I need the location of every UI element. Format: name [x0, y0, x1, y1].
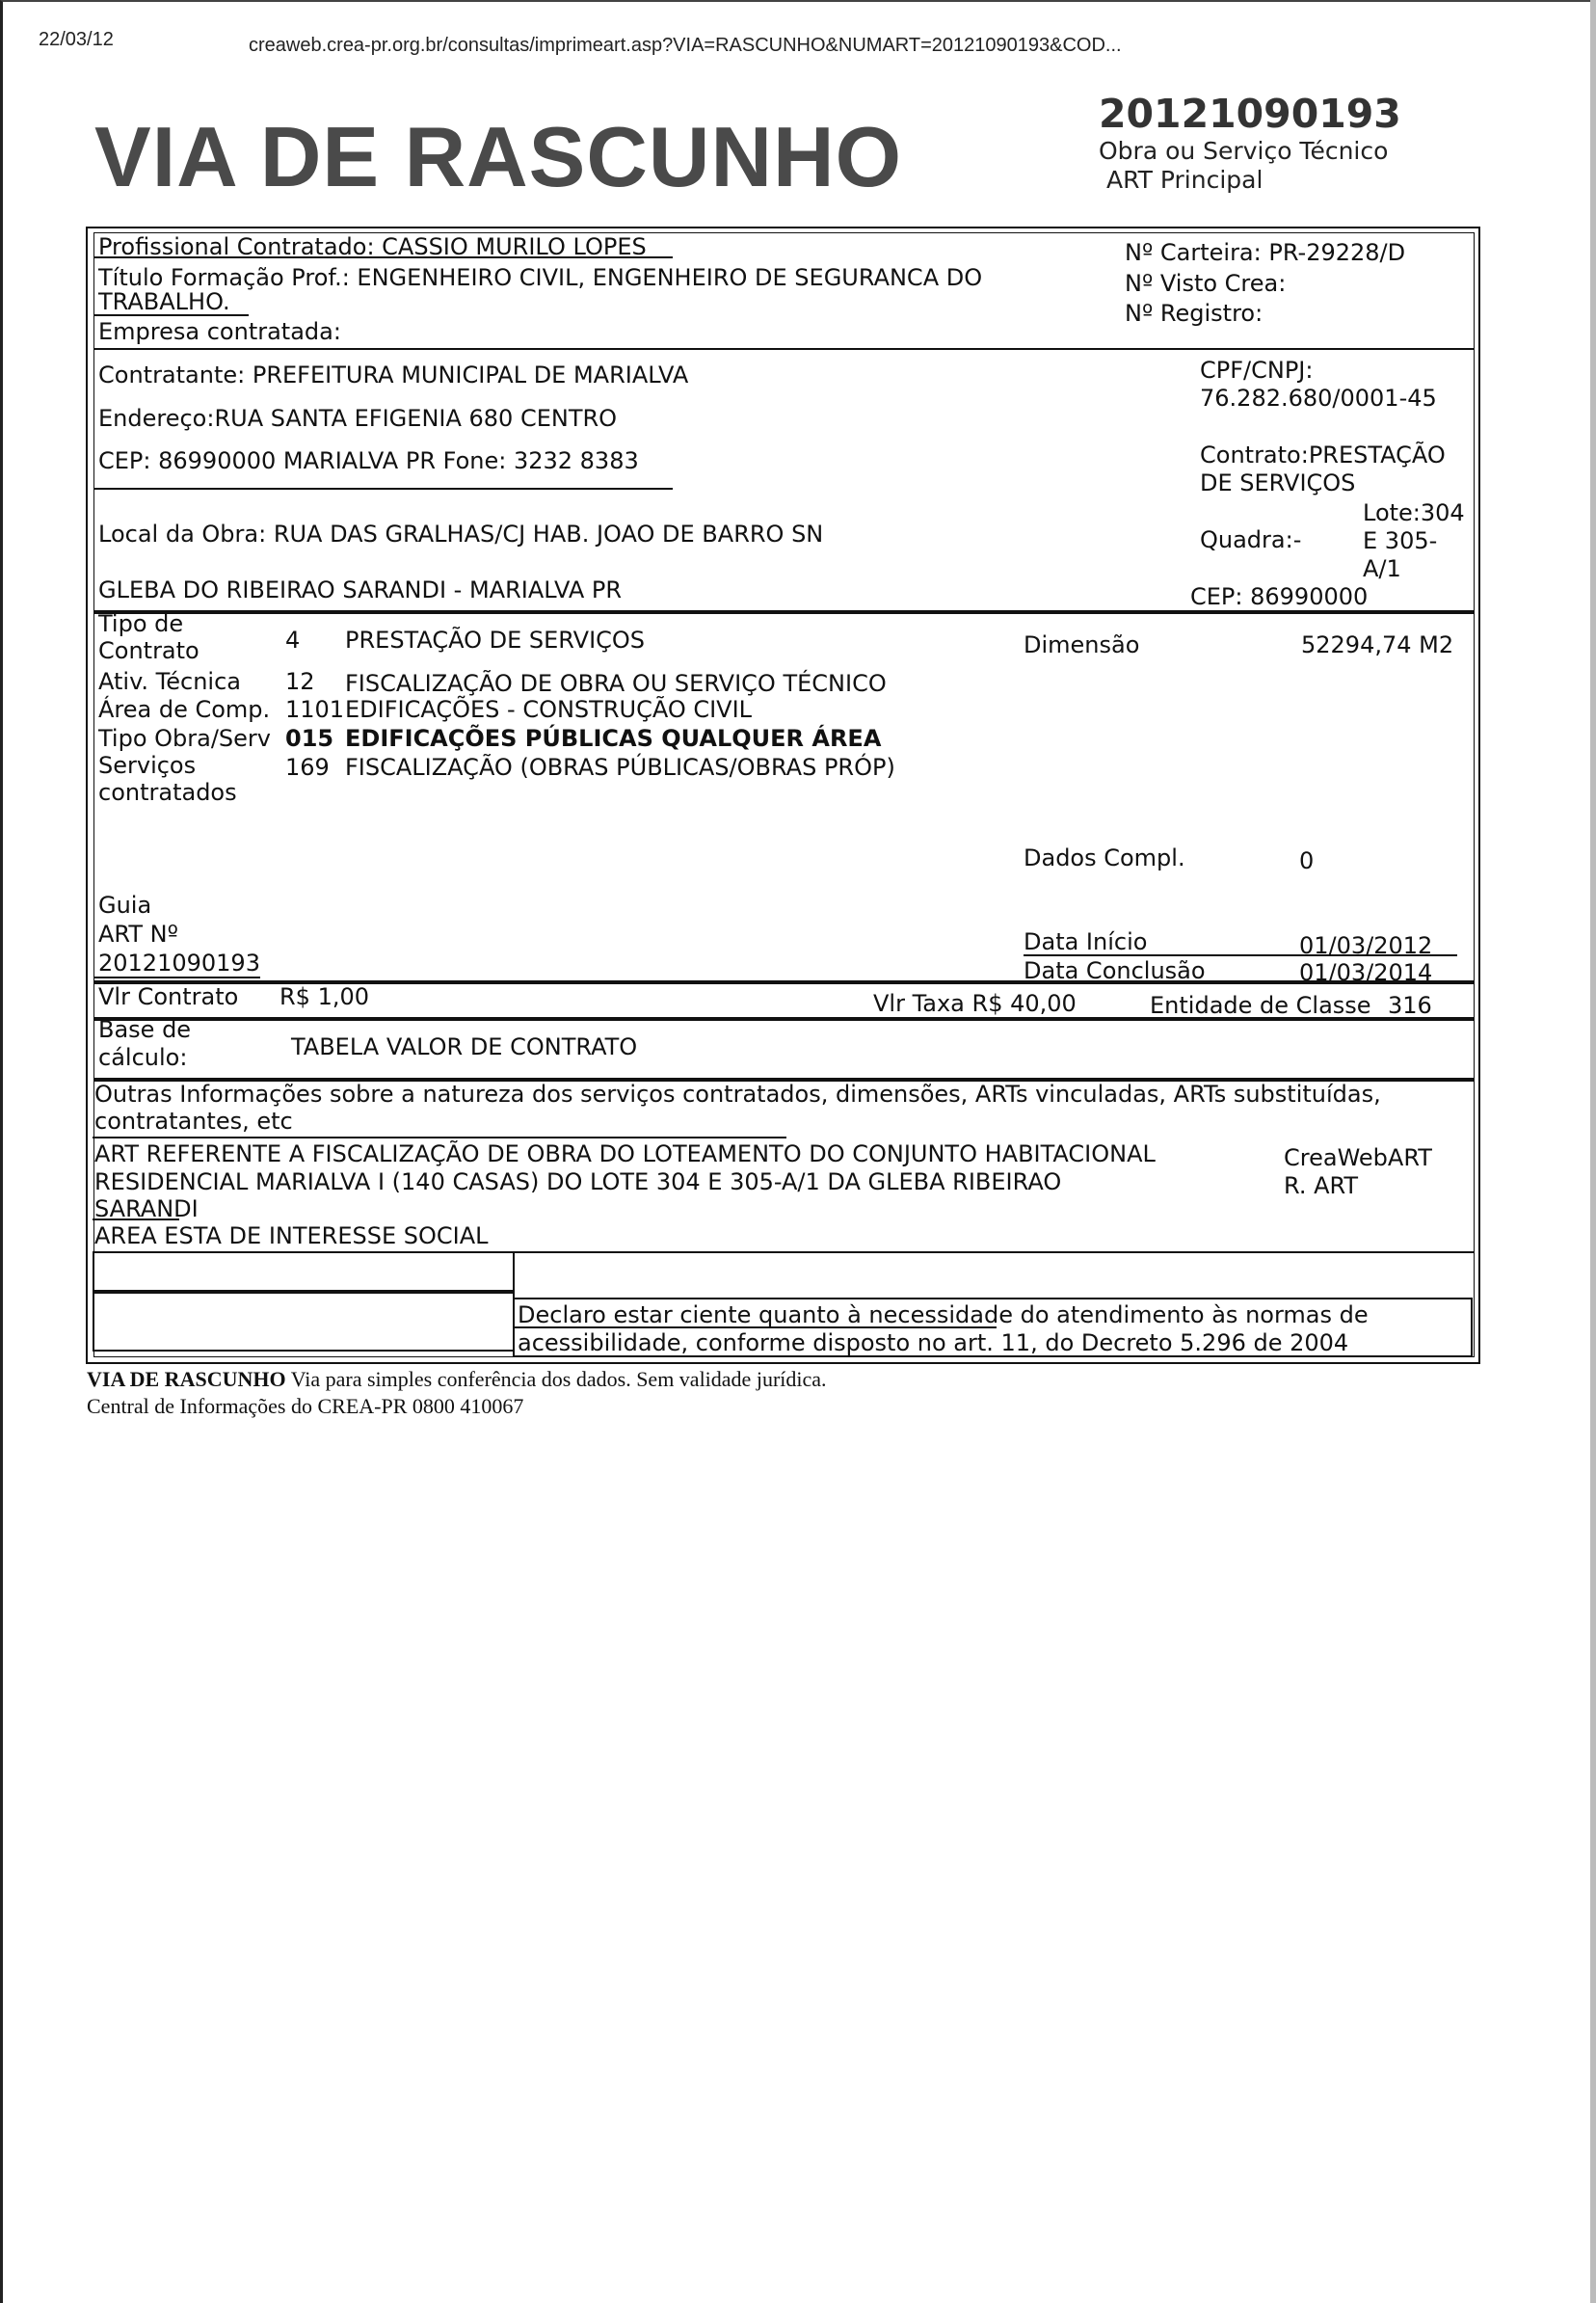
tipo-contrato-desc: PRESTAÇÃO DE SERVIÇOS — [345, 627, 646, 654]
numero-visto: Nº Visto Crea: — [1125, 270, 1287, 297]
local-obra: Local da Obra: RUA DAS GRALHAS/CJ HAB. JOAO DE BARRO SN — [98, 521, 824, 548]
print-date: 22/03/12 — [39, 29, 114, 50]
underline — [94, 314, 249, 316]
data-conclusao-label: Data Conclusão — [1024, 957, 1206, 984]
declaracao-line: acessibilidade, conforme disposto no art. 11, do Decreto 5.296 de 2004 — [518, 1329, 1349, 1356]
servicos-label: Serviços — [98, 752, 197, 779]
vlr-contrato-label: Vlr Contrato — [98, 983, 239, 1010]
footer-text: Via para simples conferência dos dados. Sem validade jurídica. — [285, 1367, 827, 1391]
data-conclusao-value: 01/03/2014 — [1299, 959, 1433, 986]
cpf-value: 76.282.680/0001-45 — [1200, 385, 1437, 412]
dimensao-value: 52294,74 M2 — [1301, 631, 1454, 658]
page-right-shadow — [1590, 0, 1596, 2303]
watermark-title: VIA DE RASCUNHO — [94, 109, 903, 204]
underline — [94, 256, 673, 258]
section-divider — [93, 610, 1475, 614]
data-inicio-value: 01/03/2012 — [1299, 932, 1433, 959]
underline — [1024, 954, 1457, 956]
tipo-obra-desc: EDIFICAÇÕES PÚBLICAS QUALQUER ÁREA — [345, 725, 882, 752]
base-calculo-label-cont: cálculo: — [98, 1044, 188, 1071]
profissional-contratado: Profissional Contratado: CASSIO MURILO LOPES — [98, 233, 647, 260]
dimensao-label: Dimensão — [1024, 631, 1140, 658]
underline — [93, 1218, 179, 1220]
tipo-contrato-code: 4 — [285, 627, 301, 654]
creaweb-r-art: R. ART — [1284, 1172, 1359, 1199]
subtitle-obra: Obra ou Serviço Técnico — [1099, 137, 1389, 165]
contratante-nome: Contratante: PREFEITURA MUNICIPAL DE MARIALVA — [98, 362, 689, 388]
dados-compl-value: 0 — [1299, 847, 1315, 874]
outras-info-line: ART REFERENTE A FISCALIZAÇÃO DE OBRA DO LOTEAMENTO DO CONJUNTO HABITACIONAL — [94, 1140, 1156, 1167]
outras-info-heading: Outras Informações sobre a natureza dos serviços contratados, dimensões, ARTs vinculadas, ARTs substituídas, — [94, 1081, 1381, 1108]
lote-cont: E 305- — [1363, 527, 1438, 554]
tipo-obra-label: Tipo Obra/Serv — [98, 725, 271, 752]
servicos-label-cont: contratados — [98, 779, 237, 806]
outras-info-line: SARANDI — [94, 1195, 199, 1222]
ativ-tecnica-label: Ativ. Técnica — [98, 668, 241, 695]
base-calculo-label: Base de — [98, 1016, 192, 1043]
titulo-formacao: Título Formação Prof.: ENGENHEIRO CIVIL, ENGENHEIRO DE SEGURANCA DO — [98, 264, 983, 291]
gleba: GLEBA DO RIBEIRAO SARANDI - MARIALVA PR — [98, 576, 623, 603]
empresa-contratada: Empresa contratada: — [98, 318, 341, 345]
footer-disclaimer — [87, 1367, 827, 1392]
underline — [94, 488, 673, 490]
art-numero-value: 20121090193 — [98, 950, 260, 977]
cep-obra: CEP: 86990000 — [1190, 583, 1369, 610]
cpf-label: CPF/CNPJ: — [1200, 357, 1314, 384]
outras-info-line: RESIDENCIAL MARIALVA I (140 CASAS) DO LOTE 304 E 305-A/1 DA GLEBA RIBEIRAO — [94, 1168, 1062, 1195]
numero-registro: Nº Registro: — [1125, 300, 1264, 327]
vlr-contrato-value: R$ 1,00 — [279, 983, 370, 1010]
vlr-taxa: Vlr Taxa R$ 40,00 — [873, 990, 1077, 1017]
tipo-contrato-label: Tipo de — [98, 610, 184, 637]
outras-info-heading-cont: contratantes, etc — [94, 1108, 293, 1135]
ativ-tecnica-desc: FISCALIZAÇÃO DE OBRA OU SERVIÇO TÉCNICO — [345, 670, 887, 697]
tipo-obra-code: 015 — [285, 725, 334, 752]
numero-carteira: Nº Carteira: PR-29228/D — [1125, 239, 1406, 266]
art-numero-label: ART Nº — [98, 921, 178, 948]
art-number: 20121090193 — [1099, 91, 1401, 137]
area-comp-code: 1101 — [285, 696, 345, 723]
footer-central: Central de Informações do CREA-PR 0800 410067 — [87, 1394, 524, 1418]
tipo-contrato-label-cont: Contrato — [98, 637, 200, 664]
servicos-desc: FISCALIZAÇÃO (OBRAS PÚBLICAS/OBRAS PRÓP) — [345, 754, 895, 781]
declaracao-line: Declaro estar ciente quanto à necessidade do atendimento às normas de — [518, 1301, 1369, 1328]
signature-box-lower — [93, 1292, 515, 1352]
data-inicio-label: Data Início — [1024, 928, 1148, 955]
guia-label: Guia — [98, 892, 152, 919]
contratante-cep: CEP: 86990000 MARIALVA PR Fone: 3232 8383 — [98, 447, 639, 474]
area-comp-desc: EDIFICAÇÕES - CONSTRUÇÃO CIVIL — [345, 696, 753, 723]
dados-compl-label: Dados Compl. — [1024, 844, 1185, 871]
lote-cont-2: A/1 — [1363, 555, 1401, 582]
entidade-classe-value: 316 — [1388, 992, 1432, 1019]
ativ-tecnica-code: 12 — [285, 668, 315, 695]
underline — [93, 1137, 786, 1138]
lote: Lote:304 — [1363, 499, 1465, 526]
entidade-classe-label: Entidade de Classe — [1150, 992, 1371, 1019]
underline — [94, 977, 260, 978]
subtitle-art: ART Principal — [1106, 166, 1264, 194]
servicos-code: 169 — [285, 754, 330, 781]
signature-box — [93, 1251, 515, 1292]
quadra: Quadra:- — [1200, 526, 1302, 553]
contrato-tipo: Contrato:PRESTAÇÃO — [1200, 442, 1446, 469]
print-url: creaweb.crea-pr.org.br/consultas/imprimeart.asp?VIA=RASCUNHO&NUMART=20121090193&COD... — [249, 35, 1122, 56]
area-comp-label: Área de Comp. — [98, 696, 271, 723]
contrato-tipo-cont: DE SERVIÇOS — [1200, 469, 1356, 496]
titulo-formacao-cont: TRABALHO. — [98, 288, 230, 315]
section-divider — [93, 348, 1475, 350]
contratante-endereco: Endereço:RUA SANTA EFIGENIA 680 CENTRO — [98, 405, 618, 432]
section-divider — [93, 1017, 1475, 1021]
footer-bold: VIA DE RASCUNHO — [87, 1367, 286, 1391]
base-calculo-value: TABELA VALOR DE CONTRATO — [291, 1033, 638, 1060]
outras-info-line: AREA ESTA DE INTERESSE SOCIAL — [94, 1222, 489, 1249]
creaweb-art: CreaWebART — [1284, 1144, 1432, 1171]
underline — [515, 1326, 997, 1328]
